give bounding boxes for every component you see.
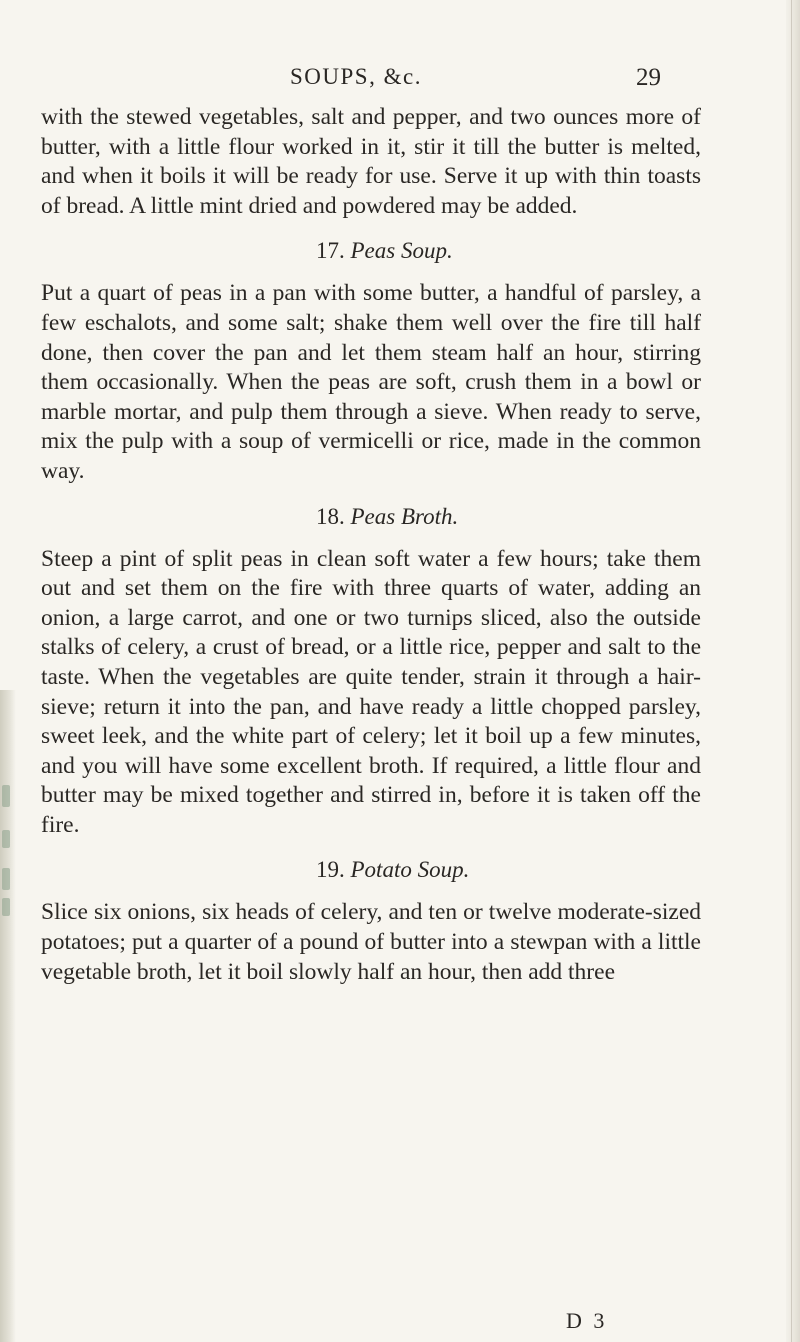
recipe-title: Peas Broth.: [350, 503, 459, 529]
recipe-title: Potato Soup.: [350, 857, 470, 883]
intro-paragraph: with the stewed vegetables, salt and pepper, and two ounces more of butter, with a little flour worked in it, stir it till the butter is melted, and when it boils it will be ready for use. Serve it up with thin toasts of bread. A little mint dried and powdered may be added.: [41, 104, 701, 219]
recipe-number: 19.: [316, 857, 345, 883]
recipe-text-17: Put a quart of peas in a pan with some butter, a handful of parsley, a few eschalots, and some salt; shake them well over the fire till half done, then cover the pan and let them steam half an hour, stirring them occasionally. When the peas are soft, crush them in a bowl or marble mortar, and pulp them through a sieve. When ready to serve, mix the pulp with a soup of vermicelli or rice, made in the common way.: [41, 280, 701, 484]
page-edge-line: [791, 0, 792, 1342]
page-number: 29: [636, 64, 661, 91]
running-title: SOUPS, &c.: [290, 64, 422, 89]
recipe-heading-19: [41, 856, 701, 884]
binding-mark: [2, 898, 10, 916]
binding-mark: [2, 785, 10, 807]
page-edge-right: [786, 0, 800, 1342]
page-edge-left: [0, 690, 16, 1342]
recipe-text-18: Steep a pint of split peas in clean soft water a few hours; take them out and set them on the fire with three quarts of water, adding an onion, a large carrot, and one or two turnips sliced, also the outside stalks of celery, a crust of bread, or a little rice, pepper and salt to the taste. When the vegetables are quite tender, strain it through a hair-sieve; return it into the pan, and have ready a little chopped parsley, sweet leek, and the white part of celery; let it boil up a few minutes, and you will have some excellent broth. If required, a little flour and butter may be mixed together and stirred in, before it is taken off the fire.: [41, 545, 701, 838]
recipe-title: Peas Soup.: [350, 238, 453, 264]
running-head: [0, 64, 800, 94]
binding-mark: [2, 830, 10, 848]
body-text: [41, 103, 701, 987]
recipe-heading-18: [41, 503, 701, 531]
recipe-number: 18.: [316, 503, 345, 529]
binding-mark: [2, 868, 10, 890]
recipe-heading-17: [41, 237, 701, 265]
recipe-text-19: Slice six onions, six heads of celery, and ten or twelve moderate-sized potatoes; put a quarter of a pound of butter into a stewpan with a little vegetable broth, let it boil slowly half an hour, then add three: [41, 899, 701, 985]
signature-mark: D 3: [566, 1308, 608, 1333]
recipe-number: 17.: [316, 238, 345, 264]
